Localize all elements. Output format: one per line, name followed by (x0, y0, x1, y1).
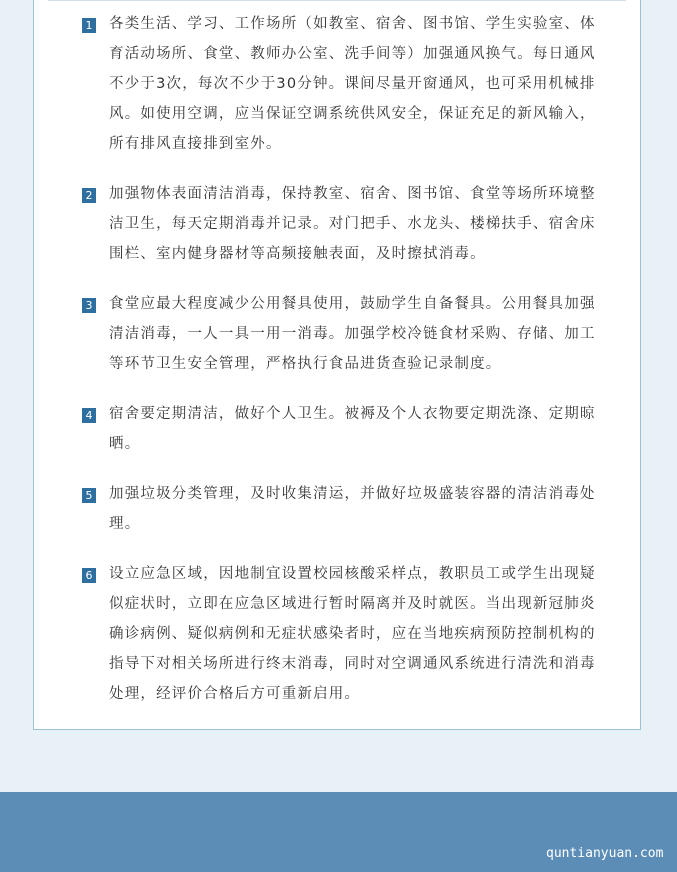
item-text: 宿舍要定期清洁，做好个人卫生。被褥及个人衣物要定期洗涤、定期晾晒。 (109, 406, 596, 452)
item-number-badge: 1 (82, 18, 96, 33)
item-number-badge: 5 (82, 488, 96, 503)
item-number-badge: 2 (82, 188, 96, 203)
item-text: 食堂应最大程度减少公用餐具使用，鼓励学生自备餐具。公用餐具加强清洁消毒，一人一具一用一消毒。加强学校冷链食材采购、存储、加工等环节卫生安全管理，严格执行食品进货查验记录制度。 (109, 296, 596, 372)
item-text: 加强物体表面清洁消毒，保持教室、宿舍、图书馆、食堂等场所环境整洁卫生，每天定期消毒并记录。对门把手、水龙头、楼梯扶手、宿舍床围栏、室内健身器材等高频接触表面，及时擦拭消毒。 (109, 186, 596, 262)
item-text: 各类生活、学习、工作场所（如教室、宿舍、图书馆、学生实验室、体育活动场所、食堂、教师办公室、洗手间等）加强通风换气。每日通风不少于3次，每次不少于30分钟。课间尽量开窗通风，也可采用机械排风。如使用空调，应当保证空调系统供风安全，保证充足的新风输入，所有排风直接排到室外。 (109, 16, 596, 152)
item-number-badge: 3 (82, 298, 96, 313)
item-text: 加强垃圾分类管理，及时收集清运，并做好垃圾盛装容器的清洁消毒处理。 (109, 486, 596, 532)
item-number-badge: 4 (82, 408, 96, 423)
measures-list (33, 0, 641, 730)
item-text: 设立应急区域，因地制宜设置校园核酸采样点，教职员工或学生出现疑似症状时，立即在应急区域进行暂时隔离并及时就医。当出现新冠肺炎确诊病例、疑似病例和无症状感染者时，应在当地疾病预防控制机构的指导下对相关场所进行终末消毒，同时对空调通风系统进行清洗和消毒处理，经评价合格后方可重新启用。 (109, 566, 596, 702)
item-number-badge: 6 (82, 568, 96, 583)
site-watermark: quntianyuan.com (546, 846, 664, 861)
